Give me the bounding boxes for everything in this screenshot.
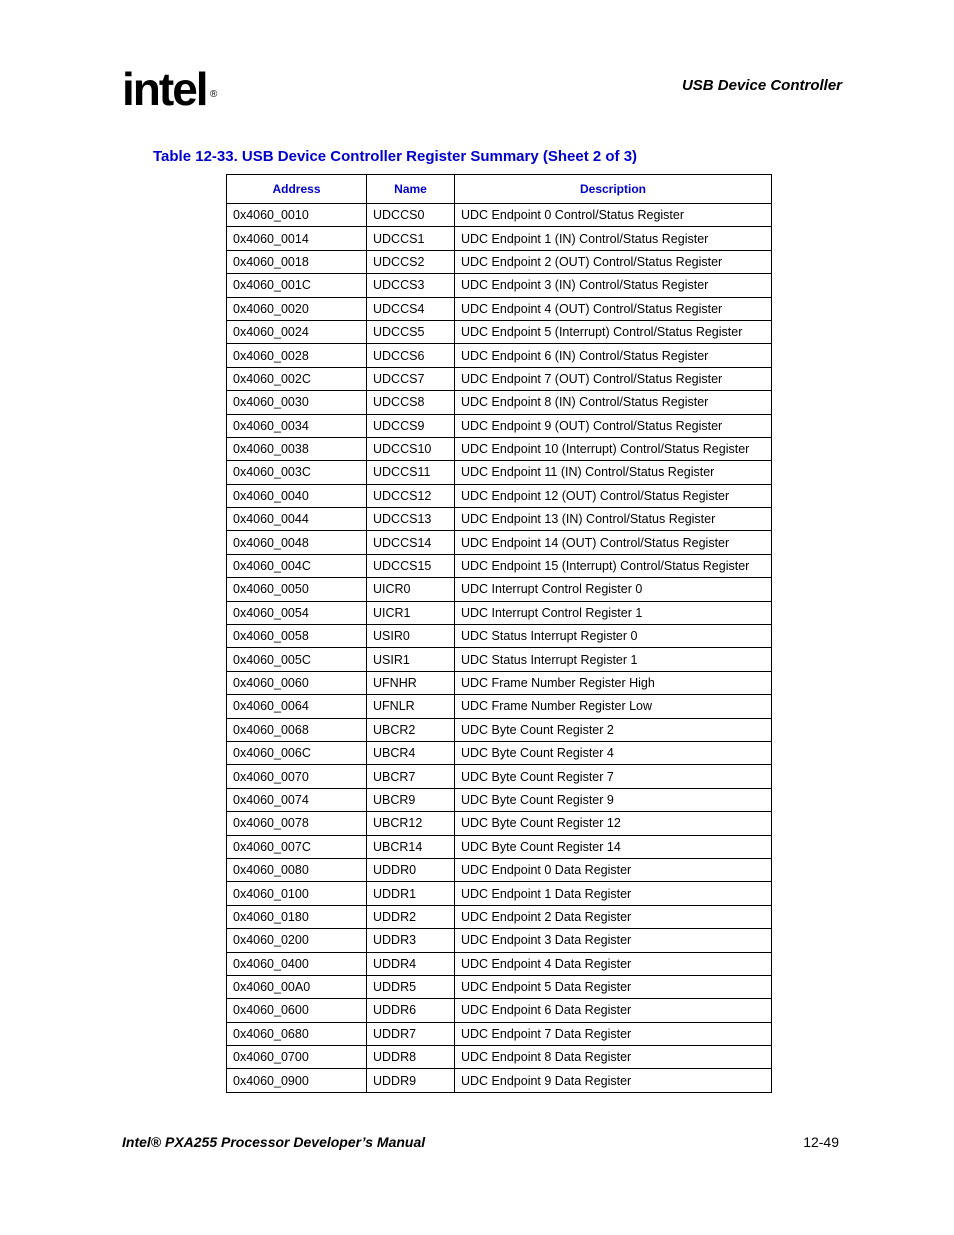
cell-description: UDC Frame Number Register Low — [455, 695, 772, 718]
table-row — [227, 929, 772, 952]
cell-address: 0x4060_0400 — [227, 952, 367, 975]
table-row — [227, 461, 772, 484]
table-row — [227, 344, 772, 367]
cell-name: UDDR9 — [367, 1069, 455, 1092]
cell-description: UDC Endpoint 3 (IN) Control/Status Register — [455, 274, 772, 297]
cell-address: 0x4060_0014 — [227, 227, 367, 250]
table-row — [227, 1046, 772, 1069]
cell-address: 0x4060_0028 — [227, 344, 367, 367]
cell-address: 0x4060_0038 — [227, 437, 367, 460]
table-row — [227, 204, 772, 227]
cell-description: UDC Endpoint 11 (IN) Control/Status Register — [455, 461, 772, 484]
logo-wordmark: intel — [122, 63, 207, 115]
cell-name: UDCCS4 — [367, 297, 455, 320]
cell-description: UDC Endpoint 14 (OUT) Control/Status Register — [455, 531, 772, 554]
cell-name: UBCR9 — [367, 788, 455, 811]
cell-address: 0x4060_0600 — [227, 999, 367, 1022]
cell-description: UDC Endpoint 5 Data Register — [455, 975, 772, 998]
table-row — [227, 671, 772, 694]
cell-name: UDCCS10 — [367, 437, 455, 460]
cell-address: 0x4060_004C — [227, 554, 367, 577]
cell-name: UBCR4 — [367, 741, 455, 764]
cell-address: 0x4060_0068 — [227, 718, 367, 741]
cell-description: UDC Status Interrupt Register 1 — [455, 648, 772, 671]
cell-description: UDC Endpoint 0 Control/Status Register — [455, 204, 772, 227]
table-row — [227, 648, 772, 671]
table-row — [227, 1022, 772, 1045]
page-number: 12-49 — [803, 1134, 839, 1150]
cell-description: UDC Byte Count Register 14 — [455, 835, 772, 858]
cell-address: 0x4060_0070 — [227, 765, 367, 788]
cell-name: USIR0 — [367, 625, 455, 648]
cell-address: 0x4060_0030 — [227, 391, 367, 414]
cell-address: 0x4060_0044 — [227, 508, 367, 531]
table-row — [227, 227, 772, 250]
cell-name: UDCCS6 — [367, 344, 455, 367]
table-row — [227, 578, 772, 601]
table-row — [227, 531, 772, 554]
table-row — [227, 695, 772, 718]
cell-name: UICR1 — [367, 601, 455, 624]
cell-description: UDC Endpoint 7 Data Register — [455, 1022, 772, 1045]
cell-address: 0x4060_007C — [227, 835, 367, 858]
table-row — [227, 835, 772, 858]
cell-address: 0x4060_0050 — [227, 578, 367, 601]
cell-name: UDCCS0 — [367, 204, 455, 227]
cell-name: UICR0 — [367, 578, 455, 601]
cell-name: UDCCS14 — [367, 531, 455, 554]
cell-address: 0x4060_0060 — [227, 671, 367, 694]
cell-name: UBCR14 — [367, 835, 455, 858]
cell-address: 0x4060_0054 — [227, 601, 367, 624]
cell-name: UBCR2 — [367, 718, 455, 741]
cell-description: UDC Endpoint 5 (Interrupt) Control/Status Register — [455, 320, 772, 343]
column-header-description: Description — [455, 175, 772, 204]
cell-description: UDC Byte Count Register 9 — [455, 788, 772, 811]
cell-description: UDC Endpoint 4 (OUT) Control/Status Register — [455, 297, 772, 320]
intel-logo — [122, 60, 222, 118]
cell-address: 0x4060_0064 — [227, 695, 367, 718]
cell-description: UDC Endpoint 4 Data Register — [455, 952, 772, 975]
cell-name: UDDR0 — [367, 858, 455, 881]
register-summary-table — [226, 174, 772, 1093]
cell-description: UDC Byte Count Register 2 — [455, 718, 772, 741]
column-header-name: Name — [367, 175, 455, 204]
cell-address: 0x4060_001C — [227, 274, 367, 297]
cell-address: 0x4060_0010 — [227, 204, 367, 227]
cell-address: 0x4060_0700 — [227, 1046, 367, 1069]
cell-address: 0x4060_0034 — [227, 414, 367, 437]
cell-name: UBCR12 — [367, 812, 455, 835]
table-row — [227, 952, 772, 975]
cell-name: UDDR4 — [367, 952, 455, 975]
cell-address: 0x4060_0680 — [227, 1022, 367, 1045]
cell-description: UDC Endpoint 8 (IN) Control/Status Register — [455, 391, 772, 414]
cell-name: UDCCS2 — [367, 250, 455, 273]
cell-description: UDC Endpoint 2 (OUT) Control/Status Register — [455, 250, 772, 273]
table-row — [227, 882, 772, 905]
cell-address: 0x4060_005C — [227, 648, 367, 671]
cell-name: UDDR5 — [367, 975, 455, 998]
table-row — [227, 1069, 772, 1092]
table-header-row — [227, 175, 772, 204]
cell-address: 0x4060_0078 — [227, 812, 367, 835]
cell-name: UDCCS5 — [367, 320, 455, 343]
cell-address: 0x4060_0180 — [227, 905, 367, 928]
cell-address: 0x4060_003C — [227, 461, 367, 484]
cell-description: UDC Endpoint 0 Data Register — [455, 858, 772, 881]
cell-description: UDC Endpoint 1 (IN) Control/Status Register — [455, 227, 772, 250]
cell-name: UDCCS8 — [367, 391, 455, 414]
table-row — [227, 508, 772, 531]
cell-description: UDC Endpoint 8 Data Register — [455, 1046, 772, 1069]
table-row — [227, 765, 772, 788]
cell-name: UDCCS1 — [367, 227, 455, 250]
cell-description: UDC Endpoint 13 (IN) Control/Status Register — [455, 508, 772, 531]
cell-description: UDC Byte Count Register 12 — [455, 812, 772, 835]
table-row — [227, 788, 772, 811]
table-row — [227, 812, 772, 835]
cell-description: UDC Endpoint 7 (OUT) Control/Status Register — [455, 367, 772, 390]
cell-name: UDCCS13 — [367, 508, 455, 531]
table-row — [227, 414, 772, 437]
cell-address: 0x4060_0040 — [227, 484, 367, 507]
table-row — [227, 741, 772, 764]
table-row — [227, 905, 772, 928]
cell-address: 0x4060_0074 — [227, 788, 367, 811]
cell-name: UDCCS15 — [367, 554, 455, 577]
cell-description: UDC Endpoint 15 (Interrupt) Control/Status Register — [455, 554, 772, 577]
cell-description: UDC Endpoint 9 (OUT) Control/Status Register — [455, 414, 772, 437]
table-row — [227, 975, 772, 998]
cell-description: UDC Interrupt Control Register 1 — [455, 601, 772, 624]
cell-address: 0x4060_00A0 — [227, 975, 367, 998]
cell-address: 0x4060_0024 — [227, 320, 367, 343]
table-row — [227, 625, 772, 648]
cell-address: 0x4060_006C — [227, 741, 367, 764]
table-row — [227, 718, 772, 741]
cell-name: UDCCS12 — [367, 484, 455, 507]
cell-description: UDC Endpoint 6 (IN) Control/Status Register — [455, 344, 772, 367]
table-row — [227, 274, 772, 297]
cell-name: UDDR3 — [367, 929, 455, 952]
cell-name: UDCCS3 — [367, 274, 455, 297]
cell-name: UDDR6 — [367, 999, 455, 1022]
cell-name: USIR1 — [367, 648, 455, 671]
cell-description: UDC Byte Count Register 4 — [455, 741, 772, 764]
cell-name: UBCR7 — [367, 765, 455, 788]
manual-title: Intel® PXA255 Processor Developer’s Manual — [122, 1134, 426, 1150]
cell-address: 0x4060_0020 — [227, 297, 367, 320]
cell-description: UDC Endpoint 6 Data Register — [455, 999, 772, 1022]
table-row — [227, 999, 772, 1022]
table-row — [227, 484, 772, 507]
cell-description: UDC Frame Number Register High — [455, 671, 772, 694]
cell-address: 0x4060_0048 — [227, 531, 367, 554]
cell-address: 0x4060_002C — [227, 367, 367, 390]
table-row — [227, 601, 772, 624]
column-header-address: Address — [227, 175, 367, 204]
cell-name: UDCCS11 — [367, 461, 455, 484]
table-row — [227, 554, 772, 577]
cell-name: UFNLR — [367, 695, 455, 718]
cell-description: UDC Endpoint 9 Data Register — [455, 1069, 772, 1092]
table-row — [227, 367, 772, 390]
cell-address: 0x4060_0018 — [227, 250, 367, 273]
cell-name: UFNHR — [367, 671, 455, 694]
cell-name: UDDR7 — [367, 1022, 455, 1045]
section-title: USB Device Controller — [681, 77, 842, 94]
table-row — [227, 391, 772, 414]
table-row — [227, 858, 772, 881]
cell-name: UDDR1 — [367, 882, 455, 905]
table-row — [227, 250, 772, 273]
table-body — [227, 204, 772, 1093]
cell-description: UDC Byte Count Register 7 — [455, 765, 772, 788]
cell-address: 0x4060_0200 — [227, 929, 367, 952]
cell-description: UDC Endpoint 3 Data Register — [455, 929, 772, 952]
cell-description: UDC Interrupt Control Register 0 — [455, 578, 772, 601]
cell-address: 0x4060_0058 — [227, 625, 367, 648]
cell-description: UDC Endpoint 10 (Interrupt) Control/Status Register — [455, 437, 772, 460]
cell-name: UDCCS9 — [367, 414, 455, 437]
cell-description: UDC Endpoint 2 Data Register — [455, 905, 772, 928]
cell-description: UDC Endpoint 1 Data Register — [455, 882, 772, 905]
cell-name: UDDR2 — [367, 905, 455, 928]
table-row — [227, 297, 772, 320]
cell-name: UDCCS7 — [367, 367, 455, 390]
cell-address: 0x4060_0900 — [227, 1069, 367, 1092]
table-row — [227, 320, 772, 343]
cell-description: UDC Endpoint 12 (OUT) Control/Status Register — [455, 484, 772, 507]
registered-mark: ® — [210, 89, 218, 100]
cell-address: 0x4060_0080 — [227, 858, 367, 881]
table-row — [227, 437, 772, 460]
cell-address: 0x4060_0100 — [227, 882, 367, 905]
cell-name: UDDR8 — [367, 1046, 455, 1069]
table-caption: Table 12-33. USB Device Controller Register Summary (Sheet 2 of 3) — [153, 148, 638, 165]
cell-description: UDC Status Interrupt Register 0 — [455, 625, 772, 648]
